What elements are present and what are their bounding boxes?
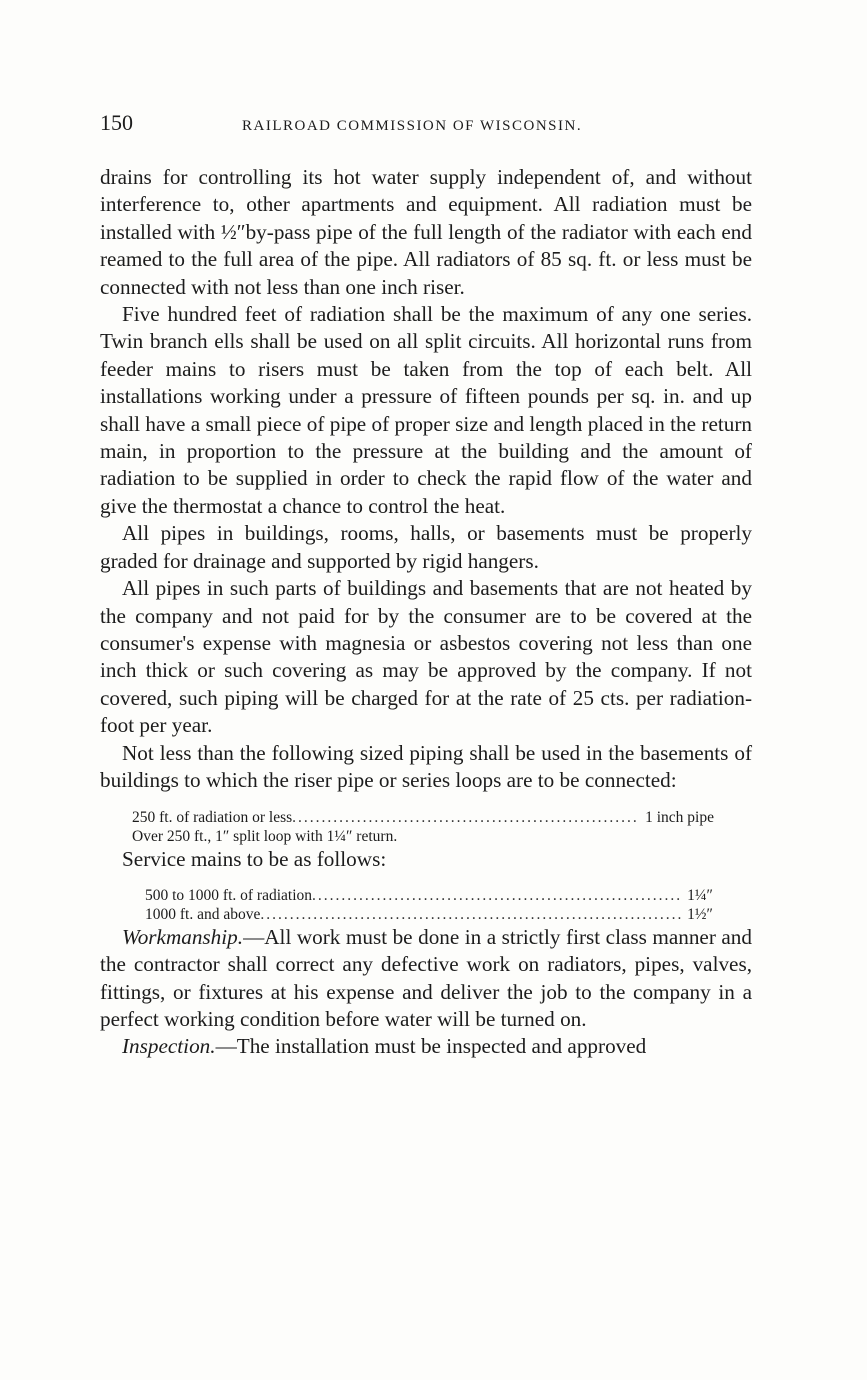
- paragraph-drains: drains for controlling its hot water supply independent of, and without interference to, other apartments and equipment. All radiation must be installed with ½″by-pass pipe of the full length of the radiator with each end reamed to the full area of the pipe. All radiators of 85 sq. ft. or less must be connected with not less than one inch riser.: [100, 165, 752, 299]
- row-value: 1 inch pipe: [645, 809, 714, 827]
- running-head: RAILROAD COMMISSION OF WISCONSIN.: [242, 118, 583, 134]
- paragraph-basement-piping: Not less than the following sized piping shall be used in the basements of buildings to which the riser pipe or series loops are to be connected:: [100, 740, 752, 792]
- riser-piping-table: [132, 808, 714, 846]
- row-label: 500 to 1000 ft. of radiation: [145, 886, 313, 904]
- leader-dots: [292, 808, 639, 827]
- paragraph-text: —The installation must be inspected and approved: [215, 1034, 647, 1059]
- page: [100, 110, 752, 1061]
- paragraph-radiation-series: Five hundred feet of radiation shall be the maximum of any one series. Twin branch ells shall be used on all split circuits. All horizontal runs from feeder mains to risers must be taken from the top of each belt. All installations working under a pressure of fifteen pounds per sq. in. and up shall have a small piece of pipe of proper size and length placed in the return main, in proportion to the pressure at the building and the amount of radiation to be supplied in order to check the rapid flow of the water and give the thermostat a chance to control the heat.: [100, 302, 752, 518]
- run-in-heading: Workmanship.: [122, 924, 244, 949]
- page-number: 150: [100, 110, 133, 135]
- paragraph-inspection: [100, 1033, 752, 1060]
- row-value: 1¼″: [687, 886, 713, 904]
- row-label: 250 ft. of radiation or less: [132, 809, 293, 827]
- leader-dots: [312, 886, 681, 905]
- table-row: [145, 886, 713, 905]
- service-mains-table: [145, 886, 713, 924]
- table-row: [132, 808, 714, 827]
- row-value: 1½″: [687, 905, 713, 923]
- paragraph-service-mains: Service mains to be as follows:: [122, 847, 387, 872]
- table-row: [132, 827, 714, 846]
- paragraph-pipe-covering: All pipes in such parts of buildings and basements that are not heated by the company and not paid for by the consumer are to be covered at the consumer's expense with magnesia or asbestos covering not less than one inch thick or such covering as may be approved by the company. If not covered, such piping will be charged for at the rate of 25 cts. per radiation-foot per year.: [100, 576, 752, 738]
- row-label: 1000 ft. and above: [145, 905, 261, 923]
- page-header: [100, 110, 752, 150]
- run-in-heading: Inspection.: [122, 1034, 216, 1059]
- paragraph-pipe-grading: All pipes in buildings, rooms, halls, or basements must be properly graded for drainage and supported by rigid hangers.: [100, 521, 752, 573]
- table-row: [145, 905, 713, 924]
- leader-dots: [260, 905, 681, 924]
- paragraph-workmanship: [100, 924, 752, 1034]
- paragraph-text: —All work must be done in a strictly first class manner and the contractor shall correct any defective work on radiators, pipes, valves, fittings, or fixtures at his expense and deliver the job to the company in a perfect working condition before water will be turned on.: [100, 924, 752, 1031]
- row-label: Over 250 ft., 1″ split loop with 1¼″ return.: [132, 828, 398, 846]
